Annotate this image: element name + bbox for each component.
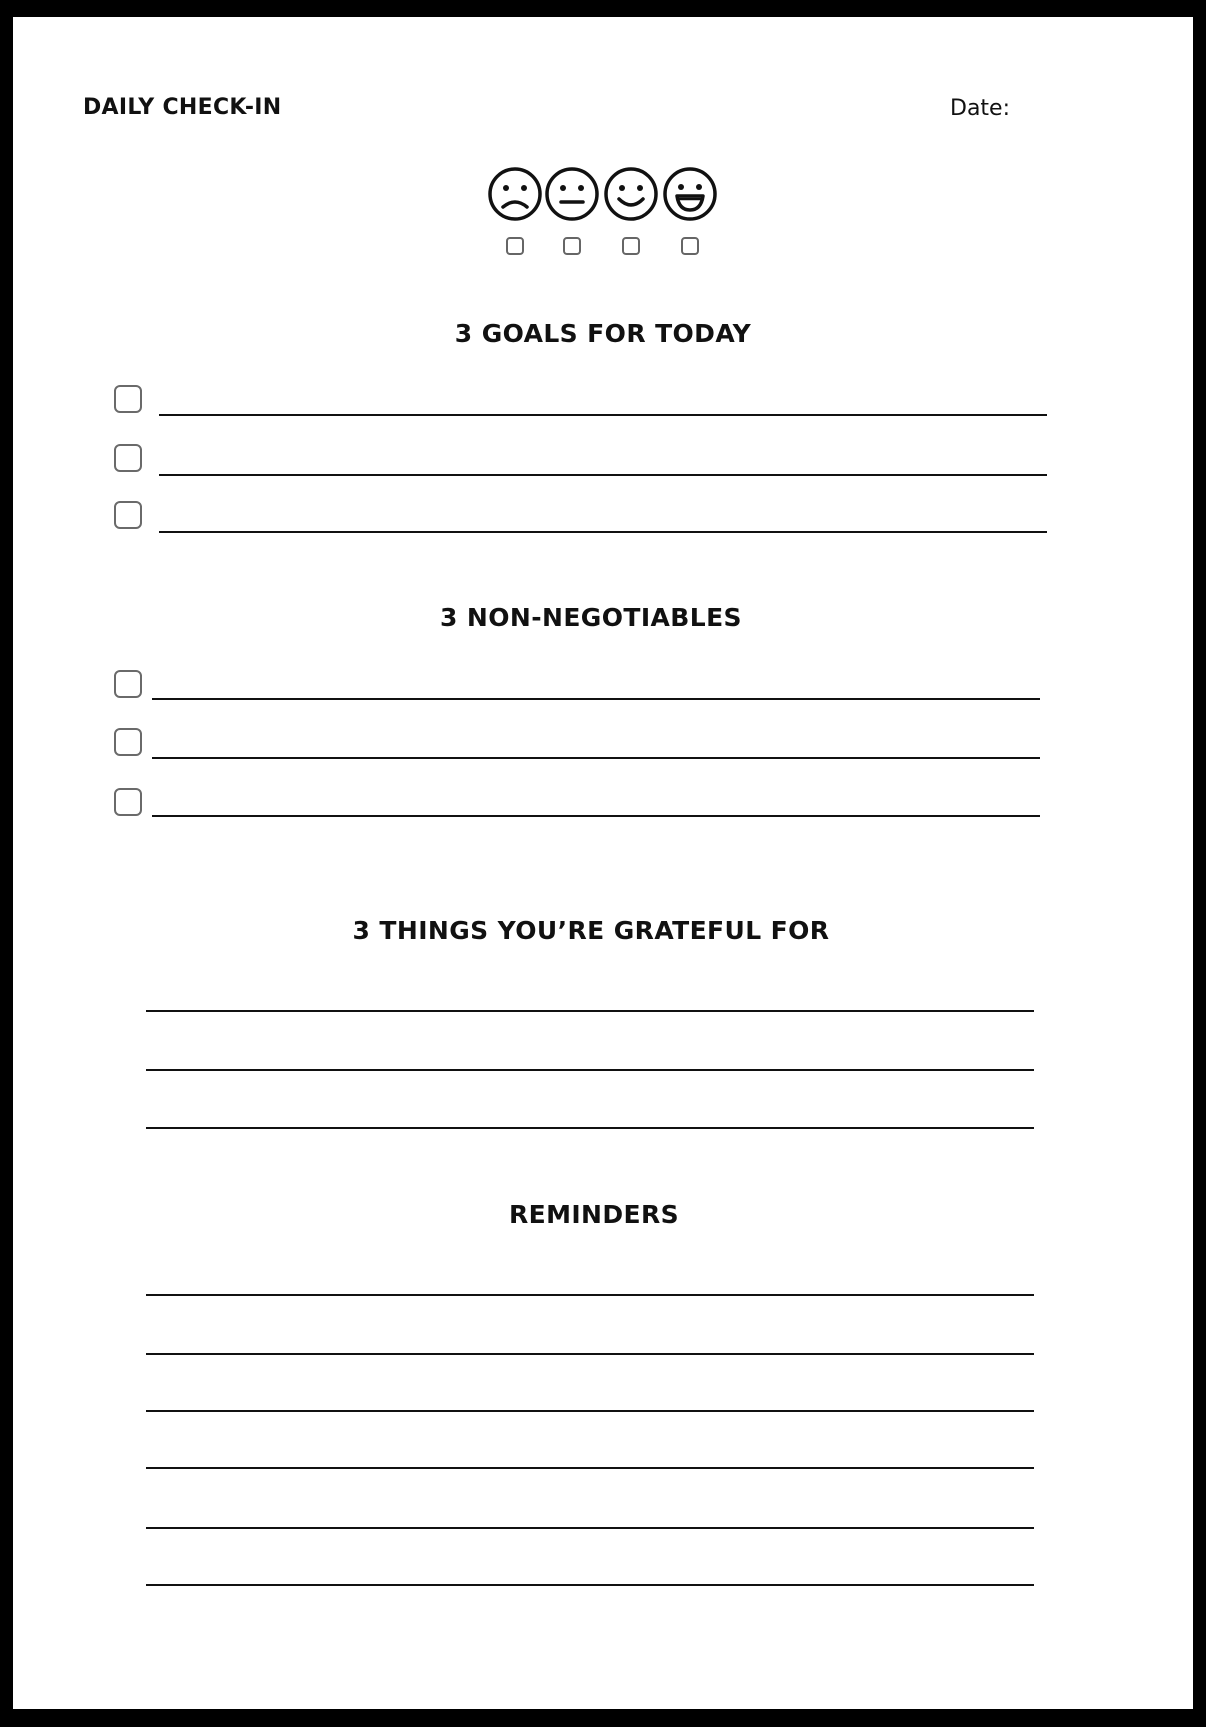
non-negotiable-writing-line[interactable] bbox=[152, 815, 1040, 817]
reminder-writing-line[interactable] bbox=[146, 1584, 1034, 1586]
mood-option-sad[interactable] bbox=[486, 165, 544, 275]
reminder-writing-line[interactable] bbox=[146, 1410, 1034, 1412]
goal-checkbox[interactable] bbox=[114, 501, 142, 529]
grateful-writing-line[interactable] bbox=[146, 1127, 1034, 1129]
goal-writing-line[interactable] bbox=[159, 531, 1047, 533]
mood-option-happy[interactable] bbox=[602, 165, 660, 275]
goal-checkbox[interactable] bbox=[114, 385, 142, 413]
grinning-face-icon bbox=[661, 165, 719, 223]
non-negotiable-writing-line[interactable] bbox=[152, 757, 1040, 759]
sad-face-icon bbox=[486, 165, 544, 223]
reminders-section-title: REMINDERS bbox=[508, 1200, 680, 1229]
non-negotiables-section-title: 3 NON-NEGOTIABLES bbox=[440, 603, 742, 632]
reminder-writing-line[interactable] bbox=[146, 1467, 1034, 1469]
grateful-writing-line[interactable] bbox=[146, 1010, 1034, 1012]
smiling-face-icon bbox=[602, 165, 660, 223]
neutral-face-icon bbox=[543, 165, 601, 223]
goals-section-title: 3 GOALS FOR TODAY bbox=[454, 319, 752, 348]
reminder-writing-line[interactable] bbox=[146, 1294, 1034, 1296]
non-negotiable-writing-line[interactable] bbox=[152, 698, 1040, 700]
page-title: DAILY CHECK-IN bbox=[83, 95, 282, 120]
mood-option-very-happy[interactable] bbox=[661, 165, 719, 275]
worksheet-page bbox=[13, 17, 1193, 1709]
mood-checkbox-very-happy[interactable] bbox=[681, 237, 699, 255]
reminder-writing-line[interactable] bbox=[146, 1353, 1034, 1355]
goal-checkbox[interactable] bbox=[114, 444, 142, 472]
non-negotiable-checkbox[interactable] bbox=[114, 670, 142, 698]
date-label: Date: bbox=[950, 96, 1010, 121]
reminder-writing-line[interactable] bbox=[146, 1527, 1034, 1529]
mood-selector bbox=[486, 165, 736, 275]
mood-checkbox-sad[interactable] bbox=[506, 237, 524, 255]
mood-checkbox-neutral[interactable] bbox=[563, 237, 581, 255]
mood-option-neutral[interactable] bbox=[543, 165, 601, 275]
goal-writing-line[interactable] bbox=[159, 474, 1047, 476]
goal-writing-line[interactable] bbox=[159, 414, 1047, 416]
grateful-section-title: 3 THINGS YOU’RE GRATEFUL FOR bbox=[352, 916, 830, 945]
mood-checkbox-happy[interactable] bbox=[622, 237, 640, 255]
non-negotiable-checkbox[interactable] bbox=[114, 728, 142, 756]
grateful-writing-line[interactable] bbox=[146, 1069, 1034, 1071]
non-negotiable-checkbox[interactable] bbox=[114, 788, 142, 816]
